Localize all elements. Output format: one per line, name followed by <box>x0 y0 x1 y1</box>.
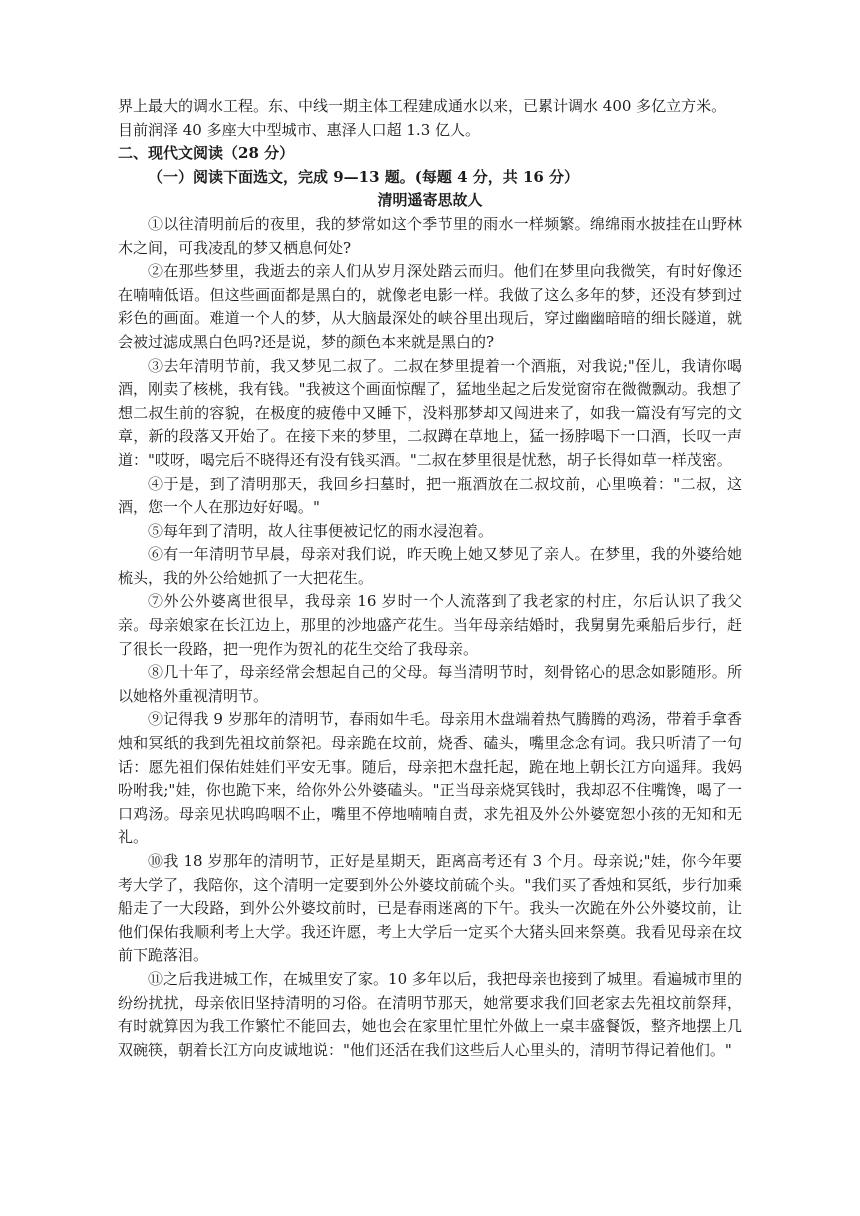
sub-heading: （一）阅读下面选文，完成 9—13 题。(每题 4 分，共 16 分） <box>148 167 580 186</box>
paragraph-9: ⑨记得我 9 岁那年的清明节，春雨如牛毛。母亲用木盘端着热气腾腾的鸡汤，带着手拿香烛和冥纸的我到先祖坟前祭祀。母亲跪在坟前，烧香、磕头，嘴里念念有词。我只听清了一句话：愿先祖们保佑娃娃们平安无事。随后，母亲把木盘托起，跪在地上朝长江方向遥拜。我妈吩咐我;"娃，你也跪下来，给你外公外婆磕头。"正当母亲烧冥钱时，我却忍不住嘴馋，喝了一口鸡汤。母亲见状呜呜咽不止，嘴里不停地喃喃自责，求先祖及外公外婆宽恕小孩的无知和无礼。 <box>118 710 742 847</box>
paragraph-5: ⑤每年到了清明，故人往事便被记忆的雨水浸泡着。 <box>148 521 494 540</box>
paragraph-3: ③去年清明节前，我又梦见二叔了。二叔在梦里提着一个酒瓶，对我说;"侄儿，我请你喝酒，刚卖了核桃，我有钱。"我被这个画面惊醒了，猛地坐起之后发觉窗帘在微微飘动。我想了想二叔生前的容貌，在极度的疲倦中又睡下，没料那梦却又闯进来了，如我一篇没有写完的文章，新的段落又开始了。在接下来的梦里，二叔蹲在草地上，猛一扬脖喝下一口酒，长叹一声道："哎呀，喝完后不晓得还有没有钱买酒。"二叔在梦里很是忧愁，胡子长得如草一样茂密。 <box>118 356 742 469</box>
paragraph-10: ⑩我 18 岁那年的清明节，正好是星期天，距离高考还有 3 个月。母亲说;"娃，你今年要考大学了，我陪你，这个清明一定要到外公外婆坟前硫个头。"我们买了香烛和冥纸，步行加乘船走了一大段路，到外公外婆坟前时，已是春雨迷离的下午。我头一次跪在外公外婆坟前，让他们保佑我顺利考上大学。我还许愿，考上大学后一定买个大猪头回来祭奠。我看见母亲在坟前下跪落泪。 <box>118 852 742 965</box>
article-title: 清明遥寄思故人 <box>377 191 483 210</box>
paragraph-7: ⑦外公外婆离世很早，我母亲 16 岁时一个人流落到了我老家的村庄，尔后认识了我父亲。母亲娘家在长江边上，那里的沙地盛产花生。当年母亲结婚时，我舅舅先乘船后步行，赶了很长一段路，把一兜作为贺礼的花生交给了我母亲。 <box>118 592 742 658</box>
paragraph-2: ②在那些梦里，我逝去的亲人们从岁月深处踏云而归。他们在梦里向我微笑，有时好像还在喃喃低语。但这些画面都是黑白的，就像老电影一样。我做了这么多年的梦，还没有梦到过彩色的画面。难道一个人的梦，从大脑最深处的峡谷里出现后，穿过幽幽暗暗的细长隧道，就会被过滤成黑白色吗?还是说，梦的颜色本来就是黑白的? <box>118 262 742 351</box>
paragraph-4: ④于是，到了清明那天，我回乡扫墓时，把一瓶酒放在二叔坟前，心里唤着："二叔，这酒，您一个人在那边好好喝。" <box>118 474 742 517</box>
paragraph-6: ⑥有一年清明节早晨，母亲对我们说，昨天晚上她又梦见了亲人。在梦里，我的外婆给她梳头，我的外公给她抓了一大把花生。 <box>118 545 742 587</box>
intro-line: 目前润泽 40 多座大中型城市、惠泽人口超 1.3 亿人。 <box>118 120 481 139</box>
intro-line: 界上最大的调水工程。东、中线一期主体工程建成通水以来，已累计调水 400 多亿立方米。 <box>118 97 727 115</box>
section-heading: 二、现代文阅读（28 分） <box>118 144 295 163</box>
paragraph-8: ⑧几十年了，母亲经常会想起自己的父母。每当清明节时，刻骨铭心的思念如影随形。所以她格外重视清明节。 <box>118 663 742 705</box>
paragraph-1: ①以往清明前后的夜里，我的梦常如这个季节里的雨水一样频繁。绵绵雨水披挂在山野林木之间，可我凌乱的梦又栖息何处? <box>118 214 742 257</box>
paragraph-11: ⑪之后我进城工作，在城里安了家。10 多年以后，我把母亲也接到了城里。看遍城市里的纷纷扰扰，母亲依旧坚持清明的习俗。在清明节那天，她常要求我们回老家去先祖坟前祭拜，有时就算因为我工作繁忙不能回去，她也会在家里忙里忙外做上一桌丰盛餐饭，整齐地摆上几双碗筷，朝着长江方向皮诚地说："他们还活在我们这些后人心里头的，清明节得记着他们。" <box>118 969 742 1059</box>
